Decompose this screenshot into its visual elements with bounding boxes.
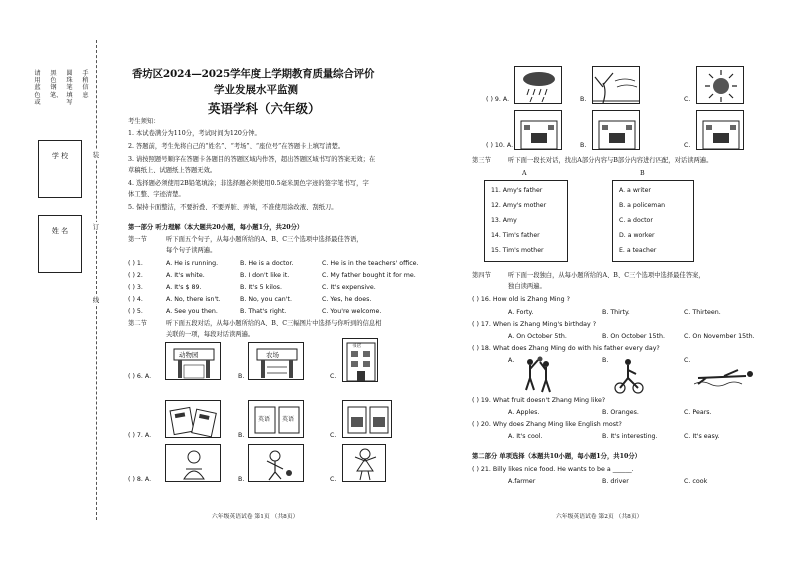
q3-option-b[interactable]: B. It's 5 kilos. [240,284,282,291]
match-column-b-header: B [640,170,645,177]
q9-picture-b[interactable] [592,66,640,104]
match-b-item-b: B. a policeman [619,202,666,209]
footer-right: 六年级英语试卷 第2页 （共8页） [556,514,643,520]
section3-text: 听下面一段长对话，找出A部分内容与B部分内容进行匹配，对话读两遍。 [508,157,713,164]
basketball-players-icon[interactable] [516,356,564,396]
school-label: 学 校 [51,152,69,160]
q4-option-a[interactable]: A. No, there isn't. [166,296,221,303]
instruction-2: 2. 答题前，考生先将自己的“姓名”、“考场”、“座位号”在答题卡上填写清楚。 [128,143,345,150]
cyclists-icon[interactable] [610,356,650,396]
cut-mark-1: 装 [90,150,102,159]
match-a-item-13: 13. Amy [491,217,517,224]
building-icon [593,111,640,150]
q18-question[interactable]: ( ) 18. What does Zhang Ming do with his father every day? [472,345,660,352]
q2-number[interactable]: ( ) 2. [128,272,143,279]
match-a-item-12: 12. Amy's mother [491,202,547,209]
q20-question[interactable]: ( ) 20. Why does Zhang Ming like English most? [472,421,622,428]
farm-gate-icon [249,343,304,380]
building-icon [515,111,562,150]
section4-text: 听下面一段独白，从每小题所给的A、B、C三个选项中选择最佳答案， [508,272,705,279]
match-column-a-header: A [522,170,527,177]
q16-option-b[interactable]: B. Thirty. [602,309,630,316]
notice-line-2: 黑色钢笔、 [50,70,63,99]
match-b-item-d: D. a worker [619,232,655,239]
section2-label: 第二节 [128,320,147,327]
q20-option-a[interactable]: A. It's cool. [508,433,543,440]
q19-question[interactable]: ( ) 19. What fruit doesn't Zhang Ming like? [472,397,606,404]
q8-picture-b[interactable] [248,444,304,482]
q6-picture-b[interactable] [248,342,304,380]
q5-option-a[interactable]: A. See you then. [166,308,218,315]
q7-option-c-label: C. [330,432,337,439]
match-a-item-15: 15. Tim's mother [491,247,544,254]
q17-option-a[interactable]: A. On October 5th. [508,333,567,340]
q7-picture-b[interactable] [248,400,304,438]
section1-label: 第一节 [128,236,147,243]
q10-picture-a[interactable] [514,110,562,150]
instruction-1: 1. 本试卷满分为110分，考试时间为120分钟。 [128,130,261,137]
subject-title: 英语学科（六年级） [208,101,321,116]
part2-heading: 第二部分 单项选择（本题共10小题，每小题1分，共10分） [472,453,641,460]
q2-option-c[interactable]: C. My father bought it for me. [322,272,416,279]
q18-option-b-label: B. [602,357,609,364]
q21-option-b[interactable]: B. driver [602,478,629,485]
name-label: 姓 名 [51,227,69,235]
q2-option-b[interactable]: B. I don't like it. [240,272,290,279]
q17-question[interactable]: ( ) 17. When is Zhang Ming's birthday ? [472,321,597,328]
q7-number[interactable]: ( ) 7. A. [128,432,152,439]
q9-picture-a[interactable] [514,66,562,104]
instruction-4: 4. 选择题必须使用2B铅笔填涂；非选择题必须使用0.5毫米黑色字迹的签字笔书写，字 [128,180,369,187]
child-playing-icon [249,445,304,482]
q10-picture-b[interactable] [592,110,640,150]
q1-option-a[interactable]: A. He is running. [166,260,219,267]
instruction-4b: 体工整、字迹清楚。 [128,191,185,198]
q21-option-a[interactable]: A.farmer [508,478,536,485]
instruction-3: 3. 请按照题号顺序在答题卡各题目的答题区域内作答，超出答题区域书写的答案无效；在 [128,156,376,163]
q5-option-c[interactable]: C. You're welcome. [322,308,382,315]
windy-tree-icon [593,67,640,104]
q4-option-c[interactable]: C. Yes, he does. [322,296,372,303]
match-b-item-a: A. a writer [619,187,651,194]
girl-dancing-icon [343,445,386,482]
q16-option-c[interactable]: C. Thirteen. [684,309,721,316]
q2-option-a[interactable]: A. It's white. [166,272,205,279]
rain-cloud-icon [515,67,562,104]
part1-heading: 第一部分 听力理解（本大题共20小题，每小题1分，共20分） [128,224,304,231]
q8-picture-c[interactable] [342,444,386,482]
q6-picture-a[interactable] [165,342,221,380]
q5-option-b[interactable]: B. That's right. [240,308,287,315]
q4-number[interactable]: ( ) 4. [128,296,143,303]
sun-icon [697,67,744,104]
q6-option-c-label: C. [330,373,337,380]
q20-option-c[interactable]: C. It's easy. [684,433,720,440]
building-icon [697,111,744,150]
q1-number[interactable]: ( ) 1. [128,260,143,267]
q8-number[interactable]: ( ) 8. A. [128,476,152,483]
english-book-label-1: 英语 [258,416,271,423]
q17-option-b[interactable]: B. On October 15th. [602,333,665,340]
q6-option-b-label: B. [238,373,245,380]
section3-label: 第三节 [472,157,491,164]
match-a-item-14: 14. Tim's father [491,232,540,239]
dictionary-books-icon [166,401,221,438]
match-b-item-e: E. a teacher [619,247,657,254]
english-book-label-2: 英语 [282,416,295,423]
q19-option-b[interactable]: B. Oranges. [602,409,639,416]
section1-text-2: 每个句子读两遍。 [166,247,217,254]
farm-sign: 农场 [266,351,279,359]
q21-option-c[interactable]: C. cook [684,478,708,485]
exam-title-2: 学业发展水平监测 [214,84,298,96]
section4-text-2: 独白读两遍。 [508,283,546,290]
q9-number[interactable]: ( ) 9. A. [486,96,510,103]
q8-option-c-label: C. [330,476,337,483]
q7-option-b-label: B. [238,432,245,439]
instructions-heading: 考生须知： [128,118,160,125]
q9-option-c-label: C. [684,96,691,103]
q5-number[interactable]: ( ) 5. [128,308,143,315]
q6-picture-c[interactable] [342,338,378,382]
zoo-sign: 动物园 [179,351,199,359]
storybooks-icon [343,401,392,438]
q10-number[interactable]: ( ) 10. A. [486,142,514,149]
person-reading-icon [166,445,221,482]
q16-option-a[interactable]: A. Forty. [508,309,534,316]
q6-number[interactable]: ( ) 6. A. [128,373,152,380]
q10-option-c-label: C. [684,142,691,149]
q7-picture-a[interactable] [165,400,221,438]
q18-option-c-label: C. [684,357,691,364]
match-b-item-c: C. a doctor [619,217,653,224]
notice-line-3: 圆珠笔填写 [66,70,73,106]
match-a-item-11: 11. Amy's father [491,187,543,194]
q3-number[interactable]: ( ) 3. [128,284,143,291]
q3-option-c[interactable]: C. It's expensive. [322,284,376,291]
instruction-3b: 草稿纸上、试题纸上答题无效。 [128,167,217,174]
match-box-a [484,180,568,262]
instruction-5: 5. 保持卡面整洁，不要折叠、不要弄脏、弄皱，不准使用涂改液、刮纸刀。 [128,204,338,211]
q4-option-b[interactable]: B. No, you can't. [240,296,292,303]
q16-question[interactable]: ( ) 16. How old is Zhang Ming ? [472,296,570,303]
q7-picture-c[interactable] [342,400,392,438]
name-box[interactable] [38,215,82,273]
q8-picture-a[interactable] [165,444,221,482]
notice-line-1: 请用蓝色或 [34,70,41,106]
q9-option-b-label: B. [580,96,587,103]
swimmer-icon[interactable] [694,366,758,388]
section4-label: 第四节 [472,272,491,279]
q19-option-a[interactable]: A. Apples. [508,409,540,416]
section2-text: 听下面五段对话，从每小题所给的A、B、C三幅图片中选择与你听到的信息相 [166,320,382,327]
cut-mark-3: 线 [90,295,102,304]
q1-option-c[interactable]: C. He is in the teachers' office. [322,260,419,267]
school-box[interactable] [38,140,82,198]
q20-option-b[interactable]: B. It's interesting. [602,433,658,440]
q17-option-c[interactable]: C. On November 15th. [684,333,755,340]
notice-line-4: 手稍信息 [82,70,89,99]
bookstore-sign: 书店 [352,344,361,349]
q3-option-a[interactable]: A. It's $ 89. [166,284,202,291]
exam-title: 香坊区2024—2025学年度上学期教育质量综合评价 [132,68,375,80]
cut-mark-2: 订 [90,222,102,231]
zoo-gate-icon [166,343,221,380]
q21-question[interactable]: ( ) 21. Billy likes nice food. He wants to be a ______. [472,466,634,473]
q10-picture-c[interactable] [696,110,744,150]
q10-option-b-label: B. [580,142,587,149]
q18-option-a-label: A. [508,357,515,364]
q1-option-b[interactable]: B. He is a doctor. [240,260,294,267]
section2-text-2: 关联的一项，每段对话读两遍。 [166,331,255,338]
q19-option-c[interactable]: C. Pears. [684,409,712,416]
section1-text: 听下面五个句子，从每小题所给的A、B、C三个选项中选择最佳答语， [166,236,363,243]
q9-picture-c[interactable] [696,66,744,104]
binding-cut-line [96,40,97,520]
match-box-b [612,180,694,262]
q8-option-b-label: B. [238,476,245,483]
footer-left: 六年级英语试卷 第1页 （共8页） [212,514,299,520]
